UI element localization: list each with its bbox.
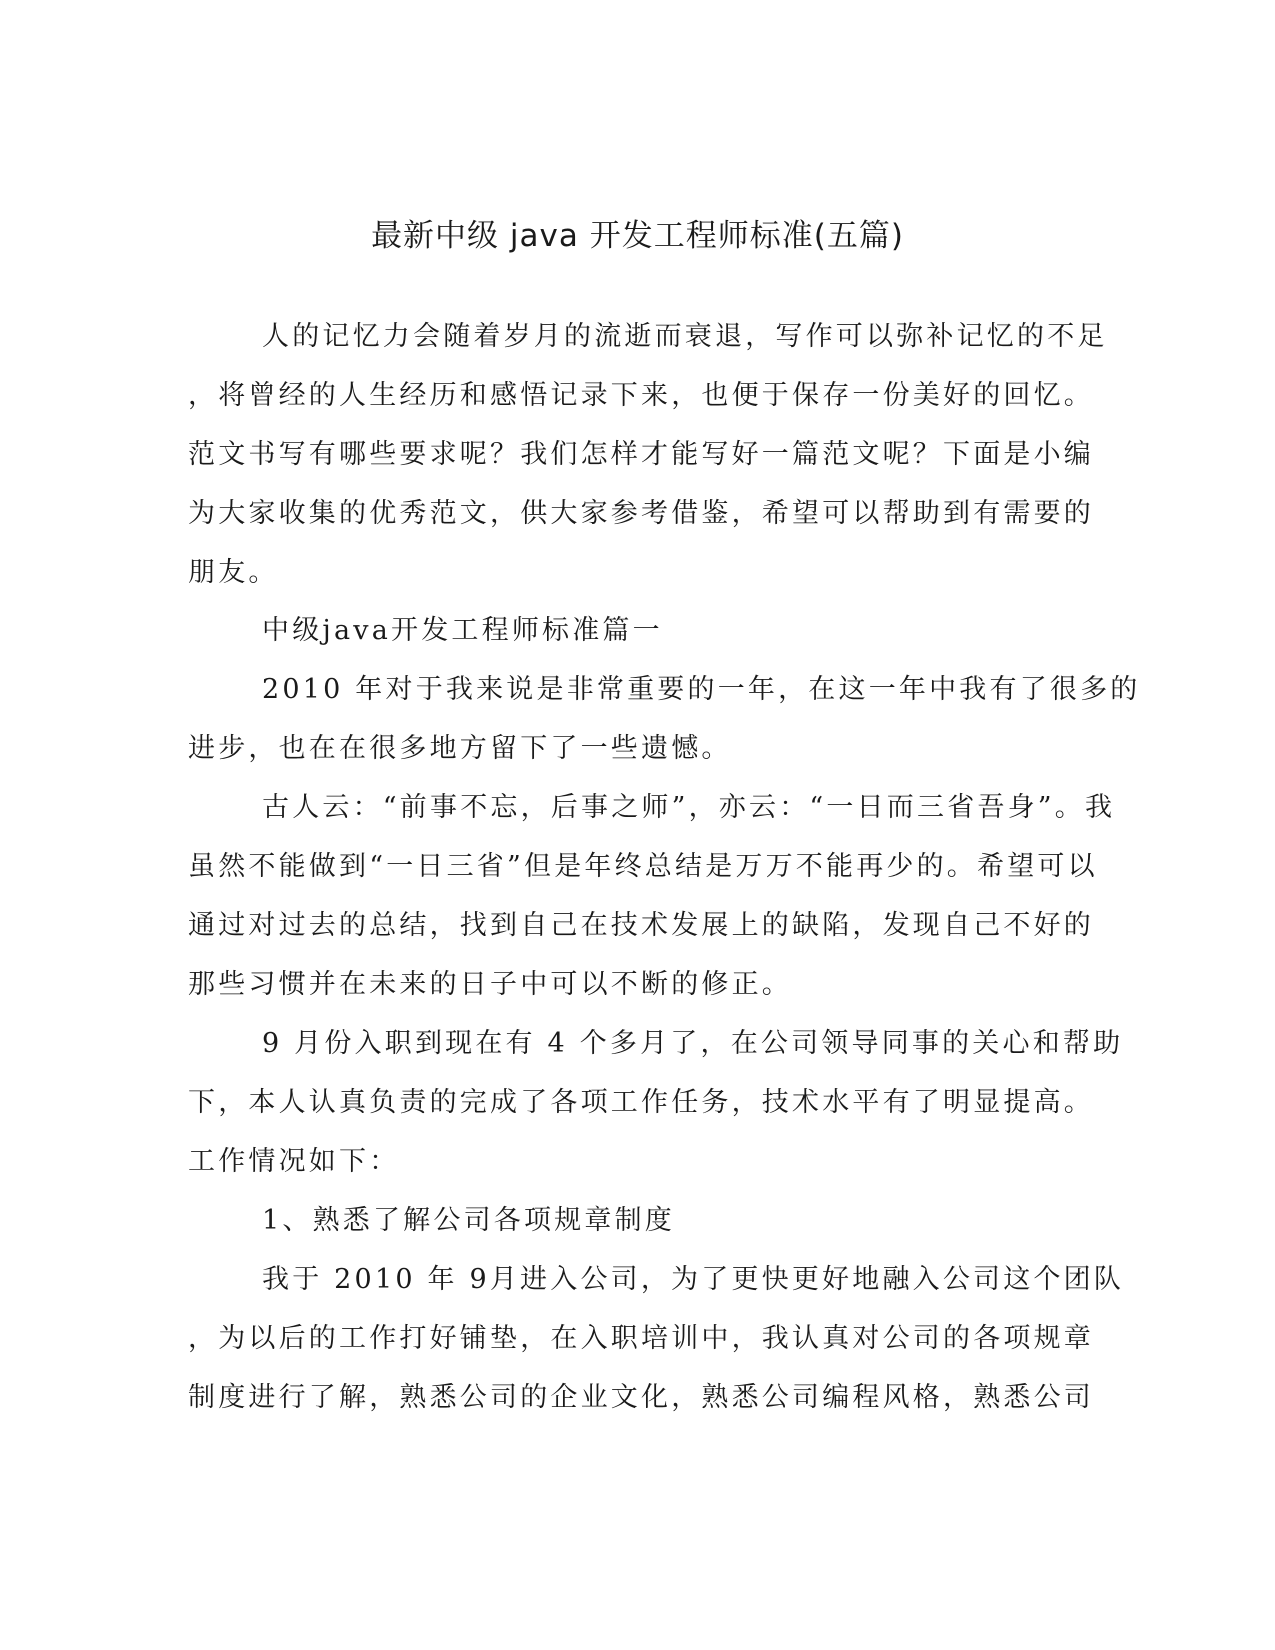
section-heading: 中级java开发工程师标准篇一: [262, 615, 663, 646]
paragraph-line: 我于 2010 年 9月进入公司，为了更快更好地融入公司这个团队: [262, 1264, 1125, 1295]
paragraph-line: 为大家收集的优秀范文，供大家参考借鉴，希望可以帮助到有需要的: [188, 498, 1094, 529]
paragraph-line: 虽然不能做到“一日三省”但是年终总结是万万不能再少的。希望可以: [188, 851, 1098, 882]
list-item-heading: 1、熟悉了解公司各项规章制度: [262, 1205, 675, 1236]
document-title: 最新中级 java 开发工程师标准(五篇): [371, 218, 904, 254]
paragraph-line: 那些习惯并在未来的日子中可以不断的修正。: [188, 969, 792, 1000]
paragraph-line: 人的记忆力会随着岁月的流逝而衰退，写作可以弥补记忆的不足: [262, 321, 1108, 352]
paragraph-line: 古人云：“前事不忘，后事之师”，亦云：“一日而三省吾身”。我: [262, 792, 1116, 823]
paragraph-line: 9 月份入职到现在有 4 个多月了，在公司领导同事的关心和帮助: [262, 1028, 1124, 1059]
paragraph-line: 进步，也在在很多地方留下了一些遗憾。: [188, 733, 732, 764]
paragraph-line: 范文书写有哪些要求呢？我们怎样才能写好一篇范文呢？下面是小编: [188, 439, 1094, 470]
paragraph-line: ，将曾经的人生经历和感悟记录下来，也便于保存一份美好的回忆。: [188, 380, 1094, 411]
paragraph-line: 朋友。: [188, 557, 279, 588]
paragraph-line: 工作情况如下：: [188, 1146, 400, 1177]
paragraph-line: 下，本人认真负责的完成了各项工作任务，技术水平有了明显提高。: [188, 1087, 1094, 1118]
paragraph-line: 通过对过去的总结，找到自己在技术发展上的缺陷，发现自己不好的: [188, 910, 1094, 941]
paragraph-line: 2010 年对于我来说是非常重要的一年，在这一年中我有了很多的: [262, 674, 1141, 705]
paragraph-line: 制度进行了解，熟悉公司的企业文化，熟悉公司编程风格，熟悉公司: [188, 1382, 1094, 1413]
paragraph-line: ，为以后的工作打好铺垫，在入职培训中，我认真对公司的各项规章: [188, 1323, 1094, 1354]
